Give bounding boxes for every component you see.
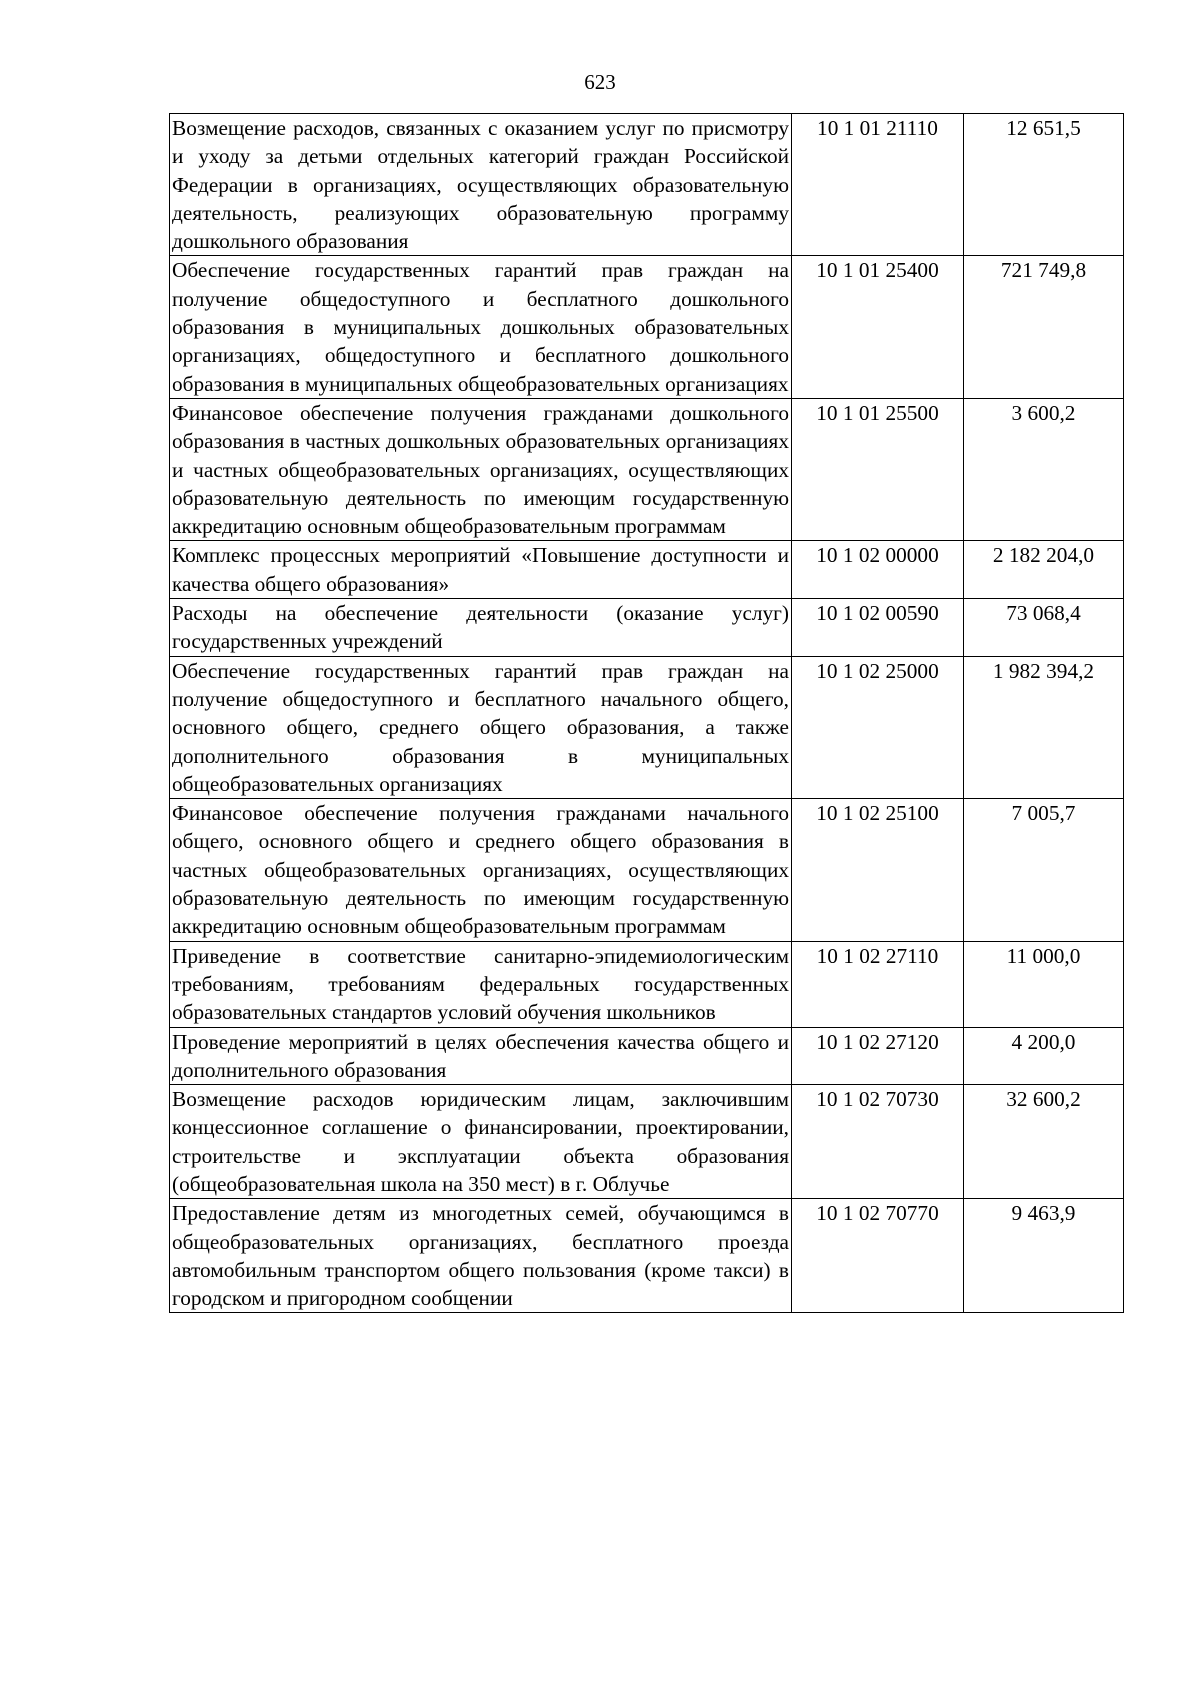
table-row <box>170 1199 1124 1313</box>
row-name: Расходы на обеспечение деятельности (оказание услуг) государственных учреждений <box>170 599 792 657</box>
row-name: Возмещение расходов, связанных с оказанием услуг по присмотру и уходу за детьми отдельных категорий граждан Российской Федерации в организациях, осуществляющих образовательную деятельность, реализующих образовательную программу дошкольного образования <box>170 114 792 256</box>
table-row <box>170 599 1124 657</box>
row-name: Обеспечение государственных гарантий прав граждан на получение общедоступного и бесплатного дошкольного образования в муниципальных дошкольных образовательных организациях, общедоступного и бесплатного дошкольного образования в муниципальных общеобразовательных организациях <box>170 256 792 398</box>
table-row <box>170 541 1124 599</box>
row-amount: 32 600,2 <box>964 1085 1124 1199</box>
table-row <box>170 398 1124 540</box>
row-code: 10 1 02 27110 <box>792 941 964 1027</box>
row-amount: 73 068,4 <box>964 599 1124 657</box>
row-name: Обеспечение государственных гарантий прав граждан на получение общедоступного и бесплатного начального общего, основного общего, среднего общего образования, а также дополнительного образования в муниципальных общеобразовательных организациях <box>170 656 792 798</box>
table-row <box>170 799 1124 941</box>
budget-table <box>169 113 1124 1313</box>
row-name: Проведение мероприятий в целях обеспечения качества общего и дополнительного образования <box>170 1027 792 1085</box>
row-code: 10 1 02 25100 <box>792 799 964 941</box>
row-code: 10 1 02 00000 <box>792 541 964 599</box>
row-amount: 721 749,8 <box>964 256 1124 398</box>
row-name: Приведение в соответствие санитарно-эпидемиологическим требованиям, требованиям федеральных государственных образовательных стандартов условий обучения школьников <box>170 941 792 1027</box>
table-row <box>170 656 1124 798</box>
table-row <box>170 1027 1124 1085</box>
row-code: 10 1 01 21110 <box>792 114 964 256</box>
table-row <box>170 1085 1124 1199</box>
row-code: 10 1 02 70770 <box>792 1199 964 1313</box>
row-code: 10 1 02 00590 <box>792 599 964 657</box>
row-amount: 9 463,9 <box>964 1199 1124 1313</box>
table-row <box>170 114 1124 256</box>
row-amount: 12 651,5 <box>964 114 1124 256</box>
row-name: Финансовое обеспечение получения гражданами дошкольного образования в частных дошкольных образовательных организациях и частных общеобразовательных организациях, осуществляющих образовательную деятельность по имеющим государственную аккредитацию основным общеобразовательным программам <box>170 398 792 540</box>
row-code: 10 1 01 25500 <box>792 398 964 540</box>
row-code: 10 1 02 25000 <box>792 656 964 798</box>
table-row <box>170 256 1124 398</box>
row-name: Финансовое обеспечение получения гражданами начального общего, основного общего и среднего общего образования в частных общеобразовательных организациях, осуществляющих образовательную деятельность по имеющим государственную аккредитацию основным общеобразовательным программам <box>170 799 792 941</box>
row-amount: 2 182 204,0 <box>964 541 1124 599</box>
row-code: 10 1 02 27120 <box>792 1027 964 1085</box>
row-amount: 3 600,2 <box>964 398 1124 540</box>
budget-table-body <box>170 114 1124 1313</box>
row-amount: 1 982 394,2 <box>964 656 1124 798</box>
row-name: Комплекс процессных мероприятий «Повышение доступности и качества общего образования» <box>170 541 792 599</box>
page-number: 623 <box>584 70 616 94</box>
table-row <box>170 941 1124 1027</box>
row-code: 10 1 02 70730 <box>792 1085 964 1199</box>
row-amount: 7 005,7 <box>964 799 1124 941</box>
row-name: Предоставление детям из многодетных семей, обучающимся в общеобразовательных организациях, бесплатного проезда автомобильным транспортом общего пользования (кроме такси) в городском и пригородном сообщении <box>170 1199 792 1313</box>
row-amount: 4 200,0 <box>964 1027 1124 1085</box>
row-code: 10 1 01 25400 <box>792 256 964 398</box>
row-name: Возмещение расходов юридическим лицам, заключившим концессионное соглашение о финансировании, проектировании, строительстве и эксплуатации объекта образования (общеобразовательная школа на 350 мест) в г. Облучье <box>170 1085 792 1199</box>
row-amount: 11 000,0 <box>964 941 1124 1027</box>
